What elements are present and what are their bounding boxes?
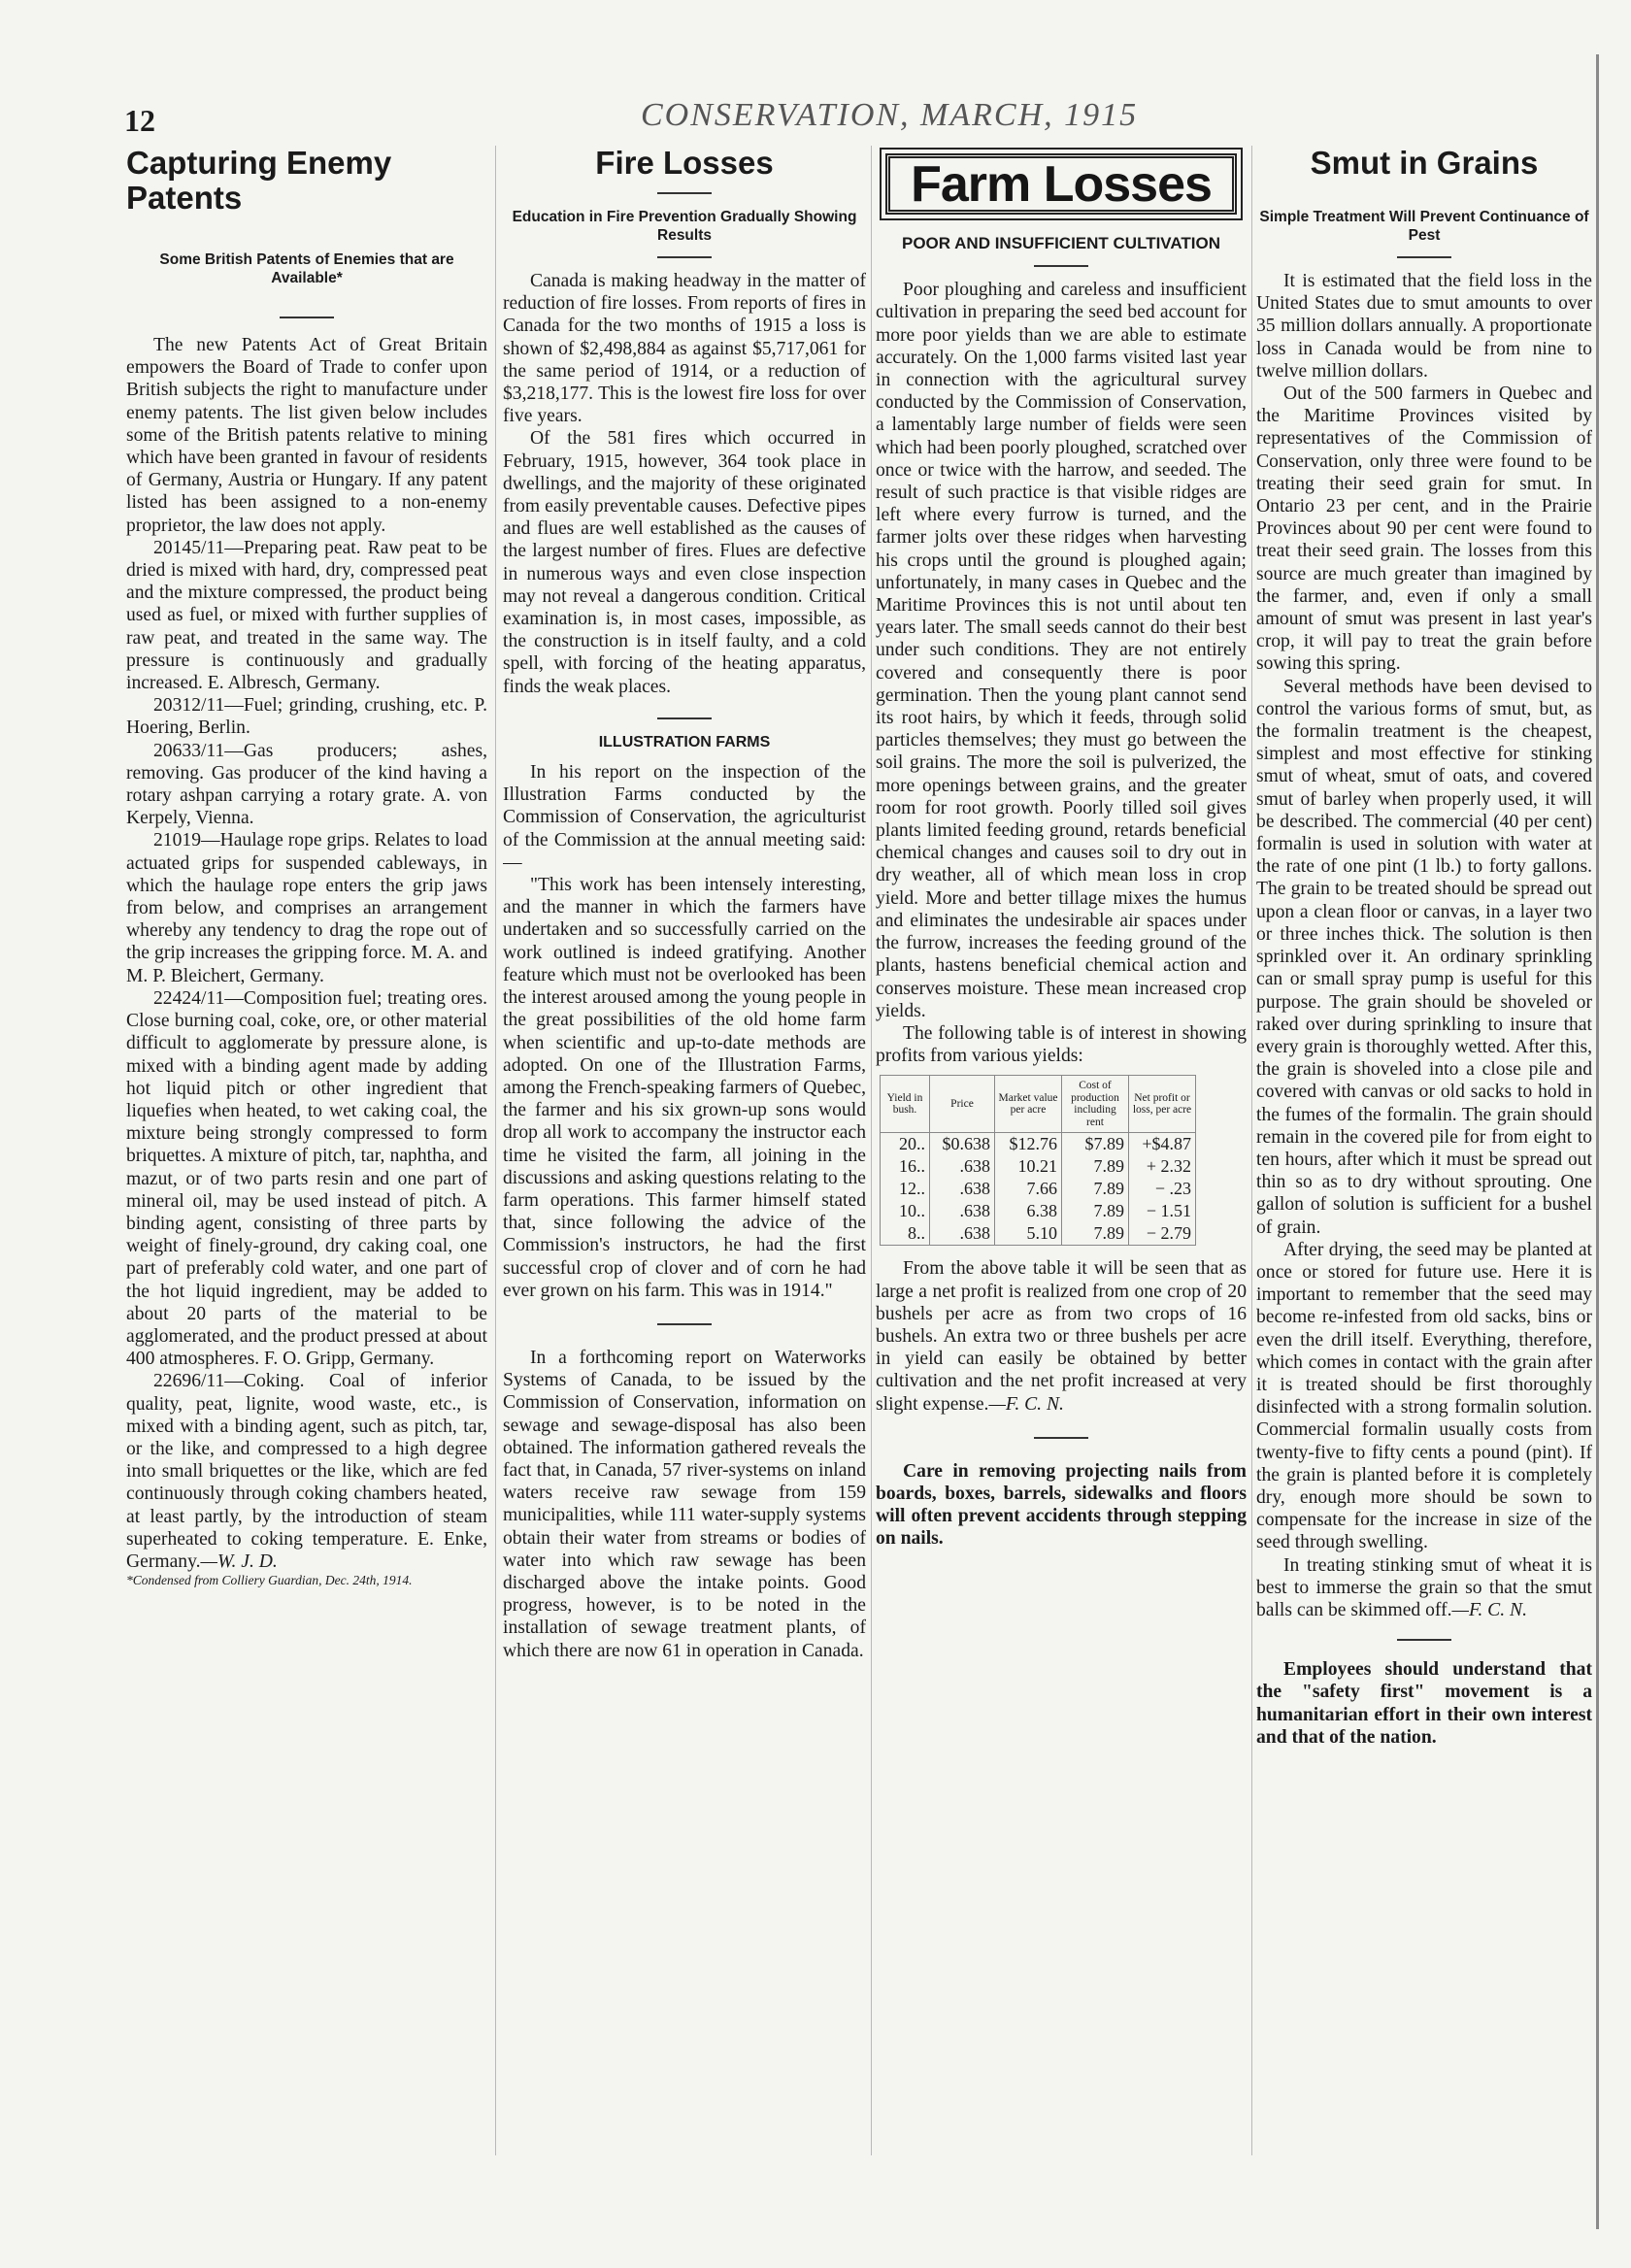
table-cell: 20.. [881, 1133, 930, 1156]
footnote: *Condensed from Colliery Guardian, Dec. 24th, 1914. [126, 1573, 413, 1588]
safety-note: Care in removing projecting nails from boards, boxes, barrels, sidewalks and floors will often prevent accidents through stepping on nails. [876, 1460, 1247, 1550]
section-rule [1034, 1437, 1088, 1439]
paragraph: Of the 581 fires which occurred in February, 1915, however, 364 took place in dwellings, and the majority of these originated from easily preventable causes. Defective pipes and flues are well established as the causes of the largest number of fires. Flues are defective in numerous ways and even close inspection may not reveal a dangerous condition. Critical examination is, in most cases, impossible, as the construction is in itself faulty, and a cold spell, with forcing of the heating apparatus, finds the weak places. [503, 428, 866, 697]
article-deck: Education in Fire Prevention Gradually Showing Results [512, 209, 857, 244]
paragraph: The following table is of interest in showing profits from various yields: [876, 1022, 1247, 1067]
table-cell: 7.89 [1062, 1200, 1129, 1222]
article-title: Smut in Grains [1310, 146, 1539, 181]
table-cell: .638 [930, 1155, 995, 1178]
article-title [126, 146, 487, 216]
table-cell: 7.89 [1062, 1222, 1129, 1246]
sub-heading: POOR AND INSUFFICIENT CULTIVATION [901, 234, 1221, 253]
table-header-cell: Net profit or loss, per acre [1129, 1076, 1196, 1133]
table-cell: $12.76 [995, 1133, 1062, 1156]
page-number: 12 [124, 103, 155, 138]
section-rule [657, 256, 712, 258]
table-row [881, 1133, 1196, 1156]
author-signature: —F. C. N. [988, 1393, 1064, 1415]
article-deck: Some British Patents of Enemies that are Available* [159, 251, 454, 286]
article-fire-losses [503, 146, 866, 2165]
section-rule [280, 317, 334, 318]
table-header-cell: Cost of production including rent [1062, 1076, 1129, 1133]
paragraph: It is estimated that the field loss in the United States due to smut amounts to over 35 million dollars annually. A proportionate loss in Canada would be from nine to twelve million dollars. [1256, 271, 1592, 382]
paragraph: After drying, the seed may be planted at once or stored for future use. Here it is important to remember that the seed may become re-infested from old sacks, bins or even the drill itself. Everything, therefore, which comes in contact with the grain after it is treated should be first thoroughly disinfected with a strong formalin solution. Commercial formalin usually costs from twenty-five to fifty cents a pound (pint). If the grain is planted before it is completely dry, enough more should be sown to compensate for the increase in size of the seed through swelling. [1256, 1239, 1592, 1553]
paragraph: 20145/11—Preparing peat. Raw peat to be dried is mixed with hard, dry, compressed peat and the mixture compressed, the product being used as fuel, or mixed with further supplies of raw peat, and treated in the same way. The pressure is continuously and gradually increased. E. Albresch, Germany. [126, 537, 487, 694]
table-cell: − .23 [1129, 1178, 1196, 1200]
boxed-title: Farm Losses [885, 153, 1237, 215]
column-divider [871, 146, 872, 2155]
table-cell: .638 [930, 1200, 995, 1222]
paragraph: Several methods have been devised to control the various forms of smut, but, as the formalin treatment is the cheapest, simplest and most effective for stinking smut of wheat, smut of oats, and covered smut of barley when properly used, it will be described. The commercial (40 per cent) formalin is used in solution with water at the rate of one pint (1 lb.) to forty gallons. The grain to be treated should be spread out upon a clean floor or canvas, in a layer two or three inches thick. The solution is then sprinkled over it. An ordinary sprinkling can or small spray pump is useful for this purpose. The grain should be shoveled or raked over during sprinkling to insure that every grain is thoroughly wetted. After this, the grain is shoveled into a close pile and covered with canvas or old sacks to hold in the fumes of the formalin. The grain should remain in the covered pile for from eight to ten hours, after which it must be spread out thin so as to dry without sprouting. One gallon of solution is sufficient for a bushel of grain. [1256, 676, 1592, 1238]
table-cell: 6.38 [995, 1200, 1062, 1222]
table-row [881, 1155, 1196, 1178]
paragraph: 20633/11—Gas producers; ashes, removing. Gas producer of the kind having a rotary ashpan carrying a rotary grate. A. von Kerpely, Vienna. [126, 740, 487, 829]
page-edge-rule [1596, 54, 1599, 2229]
table-row [881, 1222, 1196, 1246]
paragraph: 22424/11—Composition fuel; treating ores. Close burning coal, coke, ore, or other material difficult to agglomerate by pressure alone, is mixed with a binding agent made by adding hot liquid pitch or other ingredient that liquefies when heated, to wet caking coal, the mixture being strongly compressed to form briquettes. A mixture of pitch, tar, naphtha, and mazut, or of two parts resin and one part of mineral oil, may be used instead of pitch. A binding agent, consisting of three parts by weight of finely-ground, dry caking coal, one part of preferably cold water, and one part of the hot liquid ingredient, may be added to about 20 parts of the material to be agglomerated, and the product pressed at about 400 atmospheres. F. O. Gripp, Germany. [126, 987, 487, 1370]
paragraph: In his report on the inspection of the Illustration Farms conducted by the Commission of Conservation, the agriculturist of the Commission at the annual meeting said:— [503, 762, 866, 873]
column-divider [1251, 146, 1252, 2155]
safety-note: Employees should understand that the "safety first" movement is a humanitarian effort in their own interest and that of the nation. [1256, 1659, 1592, 1748]
sub-heading: ILLUSTRATION FARMS [598, 733, 771, 750]
section-rule [657, 1323, 712, 1325]
table-cell: .638 [930, 1222, 995, 1246]
section-rule [657, 717, 712, 719]
column-divider [495, 146, 496, 2155]
section-rule [657, 192, 712, 194]
paragraph [126, 1370, 487, 1573]
section-rule [1034, 265, 1088, 267]
article-enemy-patents [126, 146, 487, 2165]
paragraph: 21019—Haulage rope grips. Relates to load actuated grips for suspended cableways, in which the haulage rope enters the grip jaws from below, and comprises an arrangement whereby any tendency to drag the rope out of the grip increases the gripping force. M. A. and M. P. Bleichert, Germany. [126, 830, 487, 986]
paragraph: Out of the 500 farmers in Quebec and the Maritime Provinces visited by representatives of the Commission of Conservation, only three were found to be treating their seed grain for smut. In Ontario 23 per cent, and in the Prairie Provinces about 90 per cent were found to treat their seed grain. The losses from this source are much greater than imagined by the farmer, and, even if only a small amount of smut was present in last year's crop, it will pay to treat the grain before sowing this spring. [1256, 384, 1592, 675]
paragraph [1256, 1554, 1592, 1622]
article-smut-in-grains [1256, 146, 1592, 2165]
table-cell: 5.10 [995, 1222, 1062, 1246]
paragraph [876, 1257, 1247, 1415]
paragraph: 20312/11—Fuel; grinding, crushing, etc. P. Hoering, Berlin. [126, 695, 487, 739]
table-cell: + 2.32 [1129, 1155, 1196, 1178]
table-cell: 7.89 [1062, 1155, 1129, 1178]
article-farm-losses [876, 146, 1247, 2165]
table-cell: 10.. [881, 1200, 930, 1222]
paragraph: In a forthcoming report on Waterworks Systems of Canada, to be issued by the Commission of Conservation, information on sewage and sewage-disposal has also been obtained. The information gathered reveals the fact that, in Canada, 57 river-systems on inland waters receive raw sewage from 159 municipalities, while 111 water-supply systems obtain their water from streams or bodies of water into which raw sewage has been discharged above the intake points. Good progress, however, is to be noted in the installation of sewage treatment plants, of which there are now 61 in operation in Canada. [503, 1347, 866, 1661]
article-title-text: Capturing Enemy Patents [126, 146, 392, 216]
author-signature: —W. J. D. [200, 1551, 278, 1572]
author-signature: —F. C. N. [1451, 1599, 1528, 1620]
article-title: Fire Losses [595, 146, 774, 181]
paragraph: The new Patents Act of Great Britain empowers the Board of Trade to confer upon British subjects the right to manufacture under enemy patents. The list given below includes some of the British patents relative to mining which have been granted in favour of residents of Germany, Austria or Hungary. If any patent listed has been assigned to a non-enemy proprietor, the law does not apply. [126, 335, 487, 536]
section-rule [1397, 256, 1451, 258]
table-cell: 7.89 [1062, 1178, 1129, 1200]
table-header-row [881, 1076, 1196, 1133]
section-rule [1397, 1639, 1451, 1641]
profit-table [880, 1075, 1196, 1246]
table-cell: $0.638 [930, 1133, 995, 1156]
table-header-cell: Price [930, 1076, 995, 1133]
table-cell: 10.21 [995, 1155, 1062, 1178]
paragraph: Canada is making headway in the matter of reduction of fire losses. From reports of fires in Canada for the two months of 1915 a loss is shown of $2,498,884 as against $5,717,061 for the same period of 1914, or a reduction of $3,218,177. This is the lowest fire loss for over five years. [503, 271, 866, 427]
paragraph: Poor ploughing and careless and insufficient cultivation in preparing the seed bed account for more poor yields than we are able to estimate accurately. On the 1,000 farms visited last year in connection with the agricultural survey conducted by the Commission of Conservation, a lamentably large number of fields were seen which had been poorly ploughed, scratched over once or twice with the harrow, and seeded. The result of such practice is that visible ridges are left where every furrow is turned, and the farmer jolts over these ridges when harvesting his crops until the ground is ploughed again; unfortunately, in many cases in Quebec and the Maritime Provinces this is not until about ten years later. The small seeds cannot do their best under such conditions. They are not entirely covered and consequently there is poor germination. Then the young plant cannot send its root hairs, by which it feeds, through solid particles themselves; they must go between the soil grains. The more the soil is pulverized, the more openings between grains, and the greater room for root growth. Poorly tilled soil gives plants limited feeding ground, retards beneficial chemical changes and causes soil to dry out in dry weather, all of which mean loss in crop yield. More and better tillage mixes the humus and eliminates the undesirable air spaces under the furrow, increases the feeding ground of the plants, hastens beneficial chemical action and conserves moisture. These mean increased crop yields. [876, 280, 1247, 1021]
table-cell: 16.. [881, 1155, 930, 1178]
table-cell: 7.66 [995, 1178, 1062, 1200]
table-cell: 8.. [881, 1222, 930, 1246]
table-cell: − 1.51 [1129, 1200, 1196, 1222]
table-cell: +$4.87 [1129, 1133, 1196, 1156]
running-title: CONSERVATION, MARCH, 1915 [641, 97, 1139, 133]
paragraph-text: In treating stinking smut of wheat it is best to immerse the grain so that the smut balls can be skimmed off. [1256, 1554, 1592, 1620]
table-header-cell: Market value per acre [995, 1076, 1062, 1133]
table-cell: .638 [930, 1178, 995, 1200]
paragraph-text: From the above table it will be seen that as large a net profit is realized from one crop of 20 bushels per acre as from two crops of 16 bushels. An extra two or three bushels per acre in yield can easily be obtained by better cultivation and the net profit increased at very slight expense. [876, 1258, 1247, 1415]
table-header-cell: Yield in bush. [881, 1076, 930, 1133]
table-cell: − 2.79 [1129, 1222, 1196, 1246]
table-cell: 12.. [881, 1178, 930, 1200]
table-cell: $7.89 [1062, 1133, 1129, 1156]
table-row [881, 1178, 1196, 1200]
table-row [881, 1200, 1196, 1222]
article-deck: Simple Treatment Will Prevent Continuance of Pest [1259, 209, 1589, 244]
paragraph: "This work has been intensely interesting, and the manner in which the farmers have undertaken and so successfully carried on the work outlined is indeed gratifying. Another feature which must not be overlooked has been the interest aroused among the young people in the great possibilities of the old home farm when scientific and up-to-date methods are adopted. On one of the Illustration Farms, among the French-speaking farmers of Quebec, the farmer and his six grown-up sons would drop all work to accompany the instructor each time he visited the farm, all joining in the discussions and asking questions relating to the farm operations. This farmer himself stated that, since following the advice of the Commission's instructors, he had the first successful crop of clover and of corn he had ever grown on his farm. This was in 1914." [503, 875, 866, 1301]
paragraph-text: 22696/11—Coking. Coal of inferior quality, peat, lignite, wood waste, etc., is mixed with a binding agent, such as pitch, tar, or the like, and compressed to a high degree into small briquettes or the like, which are fed continuously through coking chambers heated, at least partly, by the introduction of steam superheated to coking temperature. E. Enke, Germany. [126, 1371, 487, 1572]
